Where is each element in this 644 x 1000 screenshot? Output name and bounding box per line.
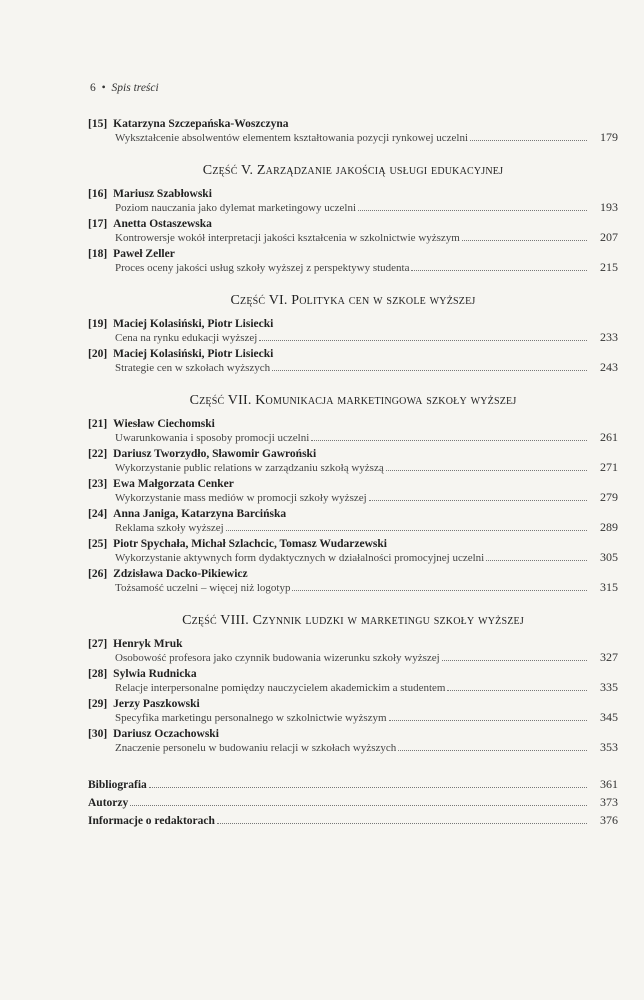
entry-author-line — [88, 318, 618, 330]
toc-entry — [88, 568, 618, 595]
entry-author-line — [88, 418, 618, 430]
entry-author: Maciej Kolasiński, Piotr Lisiecki — [113, 348, 274, 360]
entry-number: [17] — [88, 218, 108, 230]
entry-author-line — [88, 348, 618, 360]
entry-page: 207 — [600, 230, 618, 244]
toc-entry — [88, 248, 618, 275]
entry-title: Wykorzystanie aktywnych form dydaktycznych w działalności promocyjnej uczelni — [115, 552, 485, 564]
entry-author: Anetta Ostaszewska — [113, 218, 212, 230]
entry-author-line — [88, 478, 618, 490]
toc-entry — [88, 668, 618, 695]
entry-title-line — [115, 130, 618, 145]
toc-entry — [88, 448, 618, 475]
entry-author: Paweł Zeller — [113, 248, 175, 260]
toc-entry — [88, 638, 618, 665]
header-separator: • — [101, 82, 106, 94]
dot-leader — [442, 660, 587, 661]
entry-page: 243 — [600, 360, 618, 374]
entry-author-line — [88, 248, 618, 260]
toc-entry — [88, 728, 618, 755]
section-title: Część VIII. Czynnik ludzki w marketingu szkoły wyższej — [182, 613, 524, 628]
entry-title: Wykorzystanie mass mediów w promocji szkoły wyższej — [115, 492, 367, 504]
entry-author: Dariusz Oczachowski — [113, 728, 219, 740]
entry-title: Wykorzystanie public relations w zarządzaniu szkołą wyższą — [115, 462, 384, 474]
entry-title-line — [115, 430, 618, 445]
entry-author-line — [88, 538, 618, 550]
entry-number: [22] — [88, 448, 108, 460]
entry-title: Osobowość profesora jako czynnik budowania wizerunku szkoły wyższej — [115, 652, 440, 664]
entry-page: 335 — [600, 680, 618, 694]
toc-entry — [88, 348, 618, 375]
dot-leader — [369, 500, 587, 501]
final-entry-label: Autorzy — [88, 797, 129, 809]
toc-entry — [88, 188, 618, 215]
entry-author-line — [88, 668, 618, 680]
entry-number: [15] — [88, 118, 108, 130]
entry-author: Anna Janiga, Katarzyna Barcińska — [113, 508, 287, 520]
entry-title: Znaczenie personelu w budowaniu relacji w szkołach wyższych — [115, 742, 397, 754]
entry-title-line — [115, 260, 618, 275]
dot-leader — [462, 240, 587, 241]
dot-leader — [411, 270, 587, 271]
entry-author: Katarzyna Szczepańska-Woszczyna — [113, 118, 289, 130]
entry-page: 179 — [600, 130, 618, 144]
entry-title-line — [115, 200, 618, 215]
entry-title-line — [115, 740, 618, 755]
dot-leader — [292, 590, 587, 591]
entry-title-line — [115, 580, 618, 595]
entry-author-line — [88, 508, 618, 520]
dot-leader — [259, 340, 587, 341]
entry-page: 261 — [600, 430, 618, 444]
toc-entry — [88, 478, 618, 505]
dot-leader — [130, 805, 587, 806]
dot-leader — [470, 140, 587, 141]
entry-number: [28] — [88, 668, 108, 680]
toc-entry — [88, 118, 618, 145]
entry-author: Wiesław Ciechomski — [113, 418, 215, 430]
entry-number: [30] — [88, 728, 108, 740]
entry-title-line — [115, 710, 618, 725]
dot-leader — [447, 690, 587, 691]
dot-leader — [386, 470, 587, 471]
entry-number: [26] — [88, 568, 108, 580]
entry-number: [20] — [88, 348, 108, 360]
dot-leader — [272, 370, 587, 371]
entry-page: 289 — [600, 520, 618, 534]
entry-author-line — [88, 698, 618, 710]
entry-number: [27] — [88, 638, 108, 650]
entry-title: Wykształcenie absolwentów elementem kształtowania pozycji rynkowej uczelni — [115, 132, 469, 144]
toc-entry — [88, 538, 618, 565]
page-number: 6 — [90, 82, 96, 94]
entry-title-line — [115, 230, 618, 245]
section-title: Część VI. Polityka cen w szkole wyższej — [230, 293, 476, 308]
entry-author: Jerzy Paszkowski — [113, 698, 200, 710]
entry-title: Reklama szkoły wyższej — [115, 522, 224, 534]
entry-title-line — [115, 650, 618, 665]
entry-author-line — [88, 638, 618, 650]
entry-title: Specyfika marketingu personalnego w szkolnictwie wyższym — [115, 712, 387, 724]
dot-leader — [311, 440, 587, 441]
dot-leader — [486, 560, 587, 561]
entry-title-line — [115, 550, 618, 565]
final-entry-page: 376 — [600, 813, 618, 827]
toc-entry — [88, 508, 618, 535]
final-entry-page: 361 — [600, 777, 618, 791]
final-entry-page: 373 — [600, 795, 618, 809]
header-title: Spis treści — [111, 82, 159, 94]
entry-page: 353 — [600, 740, 618, 754]
entry-number: [18] — [88, 248, 108, 260]
entry-title: Uwarunkowania i sposoby promocji uczelni — [115, 432, 310, 444]
entry-number: [23] — [88, 478, 108, 490]
entry-page: 271 — [600, 460, 618, 474]
entry-page: 345 — [600, 710, 618, 724]
entry-number: [24] — [88, 508, 108, 520]
section-title: Część V. Zarządzanie jakością usługi edukacyjnej — [202, 163, 504, 178]
entry-author-line — [88, 188, 618, 200]
entry-author: Mariusz Szabłowski — [113, 188, 212, 200]
toc-entry — [88, 318, 618, 345]
running-header — [90, 82, 159, 94]
entry-title: Cena na rynku edukacji wyższej — [115, 332, 258, 344]
entry-number: [21] — [88, 418, 108, 430]
entry-author: Zdzisława Dacko-Pikiewicz — [113, 568, 248, 580]
entry-title: Relacje interpersonalne pomiędzy nauczycielem akademickim a studentem — [115, 682, 446, 694]
toc-entry — [88, 218, 618, 245]
toc-final-entry — [88, 777, 618, 792]
entry-title-line — [115, 360, 618, 375]
entry-page: 315 — [600, 580, 618, 594]
entry-title: Strategie cen w szkołach wyższych — [115, 362, 271, 374]
entry-page: 193 — [600, 200, 618, 214]
entry-number: [29] — [88, 698, 108, 710]
entry-number: [19] — [88, 318, 108, 330]
entry-title: Poziom nauczania jako dylemat marketingowy uczelni — [115, 202, 357, 214]
entry-author: Dariusz Tworzydło, Sławomir Gawroński — [113, 448, 317, 460]
dot-leader — [217, 823, 587, 824]
dot-leader — [149, 787, 587, 788]
entry-page: 279 — [600, 490, 618, 504]
entry-title-line — [115, 460, 618, 475]
entry-author: Ewa Małgorzata Cenker — [113, 478, 234, 490]
entry-author: Piotr Spychała, Michał Szlachcic, Tomasz Wudarzewski — [113, 538, 387, 550]
entry-title: Kontrowersje wokół interpretacji jakości kształcenia w szkolnictwie wyższym — [115, 232, 460, 244]
toc-final-entry — [88, 813, 618, 828]
entry-author-line — [88, 118, 618, 130]
entry-page: 233 — [600, 330, 618, 344]
final-entry-label: Bibliografia — [88, 779, 147, 791]
entry-author-line — [88, 218, 618, 230]
entry-page: 305 — [600, 550, 618, 564]
entry-title-line — [115, 520, 618, 535]
entry-author-line — [88, 728, 618, 740]
entry-title-line — [115, 680, 618, 695]
entry-author: Sylwia Rudnicka — [113, 668, 197, 680]
dot-leader — [358, 210, 587, 211]
back-matter — [88, 777, 618, 828]
entry-title: Tożsamość uczelni – więcej niż logotyp — [115, 582, 291, 594]
entry-author: Henryk Mruk — [113, 638, 183, 650]
dot-leader — [389, 720, 587, 721]
entry-title-line — [115, 330, 618, 345]
final-entry-label: Informacje o redaktorach — [88, 815, 215, 827]
entry-number: [16] — [88, 188, 108, 200]
entry-author: Maciej Kolasiński, Piotr Lisiecki — [113, 318, 274, 330]
entry-page: 327 — [600, 650, 618, 664]
toc-final-entry — [88, 795, 618, 810]
section-title: Część VII. Komunikacja marketingowa szkoły wyższej — [189, 393, 517, 408]
entry-author-line — [88, 448, 618, 460]
table-of-contents — [88, 115, 618, 828]
toc-entry — [88, 698, 618, 725]
entry-title-line — [115, 490, 618, 505]
dot-leader — [398, 750, 587, 751]
entry-page: 215 — [600, 260, 618, 274]
toc-entry — [88, 418, 618, 445]
entry-title: Proces oceny jakości usług szkoły wyższej z perspektywy studenta — [115, 262, 410, 274]
entry-author-line — [88, 568, 618, 580]
dot-leader — [226, 530, 587, 531]
entry-number: [25] — [88, 538, 108, 550]
